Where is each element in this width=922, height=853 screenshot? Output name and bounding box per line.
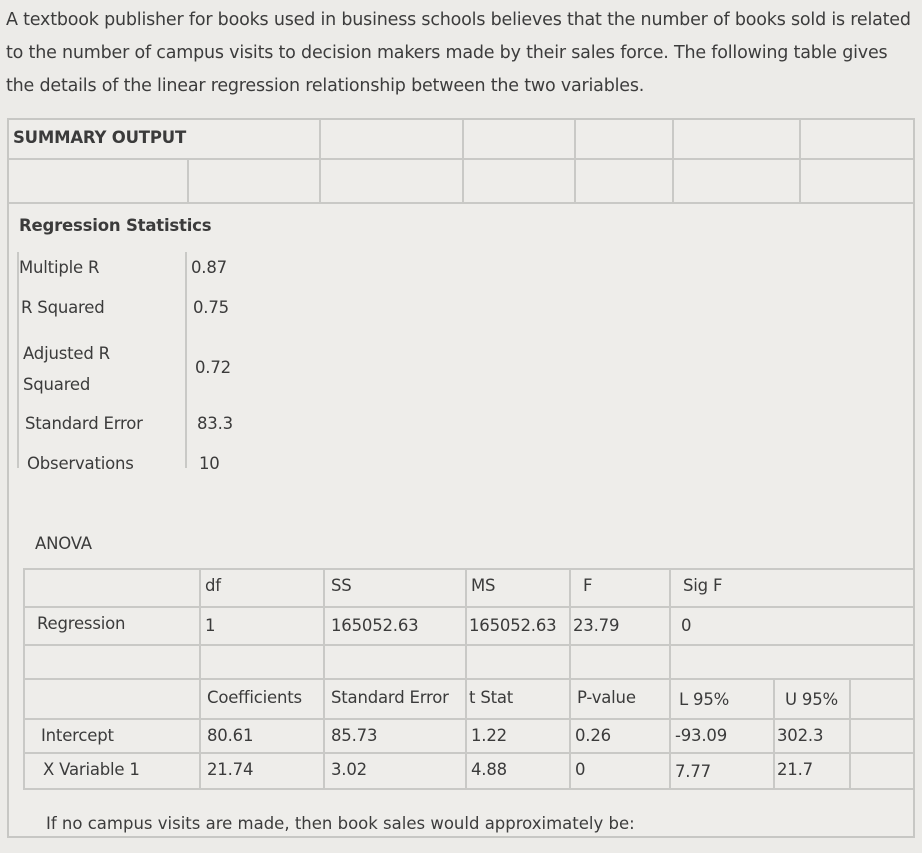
stat-value: 10: [199, 454, 220, 473]
coef-u95: 21.7: [777, 760, 813, 779]
anova-header-sig-f: Sig F: [683, 576, 723, 595]
coef-t: 4.88: [471, 760, 507, 779]
coef-p: 0: [575, 760, 586, 779]
coef-header-coefficients: Coefficients: [207, 688, 302, 707]
coef-p: 0.26: [575, 726, 611, 745]
coef-value: 80.61: [207, 726, 254, 745]
anova-header-ms: MS: [471, 576, 496, 595]
question-text: If no campus visits are made, then book sales would approximately be:: [46, 814, 635, 833]
anova-regression-label: Regression: [37, 614, 126, 633]
coef-t: 1.22: [471, 726, 507, 745]
anova-header-ss: SS: [331, 576, 352, 595]
summary-output-title: SUMMARY OUTPUT: [13, 128, 187, 147]
stat-value: 0.72: [195, 358, 231, 377]
anova-regression-ss: 165052.63: [331, 616, 419, 635]
stat-value: 83.3: [197, 414, 233, 433]
anova-header-df: df: [205, 576, 221, 595]
stat-label: Adjusted R Squared: [23, 344, 110, 394]
coef-l95: 7.77: [675, 762, 711, 781]
coef-header-standard-error: Standard Error: [331, 688, 449, 707]
regression-statistics-heading: Regression Statistics: [19, 216, 212, 235]
stat-value: 0.87: [191, 258, 227, 277]
coef-header-p-value: P-value: [577, 688, 636, 707]
coef-row-label: X Variable 1: [43, 760, 140, 779]
stat-label: R Squared: [21, 298, 105, 317]
anova-header-f: F: [583, 576, 593, 595]
stat-label: Standard Error: [25, 414, 143, 433]
stat-label: Multiple R: [19, 258, 100, 277]
coef-l95: -93.09: [675, 726, 727, 745]
anova-regression-f: 23.79: [573, 616, 620, 635]
coef-row-label: Intercept: [41, 726, 114, 745]
anova-regression-ms: 165052.63: [469, 616, 557, 635]
coef-se: 85.73: [331, 726, 378, 745]
anova-regression-sig-f: 0: [681, 616, 692, 635]
problem-statement: A textbook publisher for books used in business schools believes that the number of books sold is related to the number of campus visits to decision makers made by their sales force. The following table gives the details of the linear regression relationship between the two variables.: [6, 10, 911, 96]
stat-value: 0.75: [193, 298, 229, 317]
coef-value: 21.74: [207, 760, 254, 779]
coef-header-u95: U 95%: [785, 690, 838, 709]
coef-se: 3.02: [331, 760, 367, 779]
coef-u95: 302.3: [777, 726, 824, 745]
anova-regression-df: 1: [205, 616, 216, 635]
anova-heading: ANOVA: [35, 534, 92, 553]
coef-header-t-stat: t Stat: [469, 688, 514, 707]
summary-output-table: [7, 118, 915, 838]
stat-label: Observations: [27, 454, 134, 473]
coef-header-l95: L 95%: [679, 690, 730, 709]
